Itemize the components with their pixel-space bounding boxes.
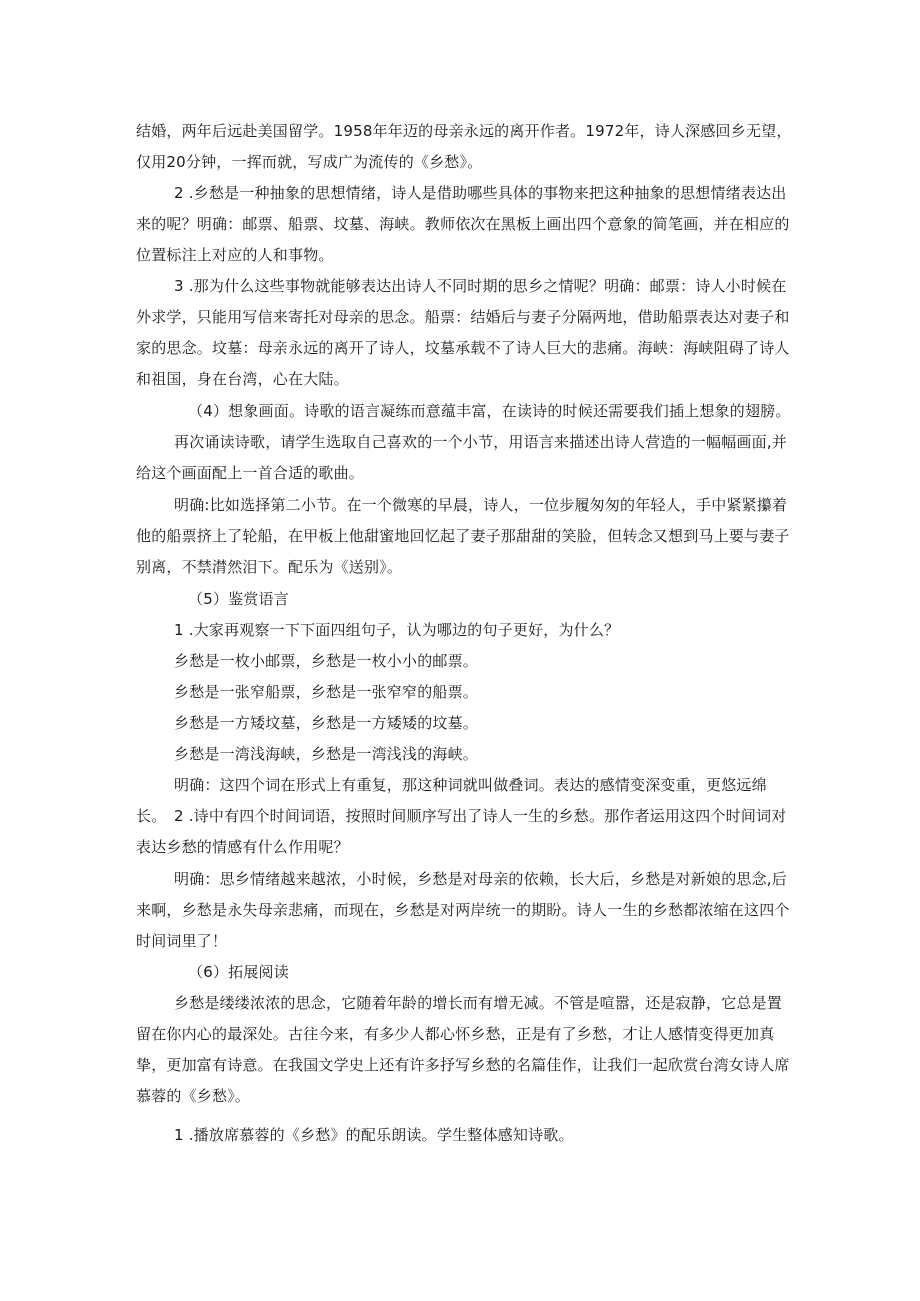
paragraph-question-3: 3 .那为什么这些事物就能够表达出诗人不同时期的思乡之情呢？明确：邮票：诗人小时候在外求学，只能用写信来寄托对母亲的思念。船票：结婚后与妻子分隔两地，借助船票表达对妻子和家的思念。坟墓：母亲永远的离开了诗人，坟墓承载不了诗人巨大的悲痛。海峡：海峡阻碍了诗人和祖国，身在台湾，心在大陆。 [136,277,790,388]
paragraph-question-2: 2 .乡愁是一种抽象的思想情绪，诗人是借助哪些具体的事物来把这种抽象的思想情绪表达出来的呢？明确：邮票、船票、坟墓、海峡。教师依次在黑板上画出四个意象的简笔画，并在相应的位置标注上对应的人和事物。 [136,184,790,264]
paragraph-author-background: 结婚，两年后远赴美国留学。1958年年迈的母亲永远的离开作者。1972年，诗人深感回乡无望，仅用20分钟，一挥而就，写成广为流传的《乡愁》。 [136,122,792,171]
section-heading-extended-reading: （6）拓展阅读 [188,963,289,981]
paragraph-question-compare: 1 .大家再观察一下下面四组句子，认为哪边的句子更好，为什么？ [174,621,620,639]
section-heading-language: （5）鉴赏语言 [188,590,289,608]
section-heading-imagine: （4）想象画面。诗歌的语言凝练而意蕴丰富，在读诗的时候还需要我们插上想象的翅膀。 [188,402,791,420]
paragraph-answer-time-words: 明确：思乡情绪越来越浓，小时候，乡愁是对母亲的依赖，长大后，乡愁是对新娘的思念,后来啊，乡愁是永失母亲悲痛，而现在，乡愁是对两岸统一的期盼。诗人一生的乡愁都浓缩在这四个时间词里了！ [136,870,790,950]
paragraph-play-recitation: 1 .播放席慕蓉的《乡愁》的配乐朗读。学生整体感知诗歌。 [174,1126,574,1144]
sentence-pair-stamp: 乡愁是一枚小邮票，乡愁是一枚小小的邮票。 [174,652,479,670]
paragraph-answer-reduplication: 明确：这四个词在形式上有重复，那这种词就叫做叠词。表达的感情变深变重，更悠远绵长。 [136,776,767,825]
sentence-pair-strait: 乡愁是一湾浅海峡，乡愁是一湾浅浅的海峡。 [174,745,479,763]
sentence-pair-grave: 乡愁是一方矮坟墓，乡愁是一方矮矮的坟墓。 [174,714,479,732]
sentence-pair-ticket: 乡愁是一张窄船票，乡愁是一张窄窄的船票。 [174,683,479,701]
paragraph-extended-reading: 乡愁是缕缕浓浓的思念，它随着年龄的增长而有增无减。不管是喧嚣，还是寂静，它总是置留在你内心的最深处。古往今来，有多少人都心怀乡愁，正是有了乡愁，才让人感情变得更加真挚，更加富有诗意。在我国文学史上还有许多抒写乡愁的名篇佳作，让我们一起欣赏台湾女诗人席慕蓉的《乡愁》。 [136,994,790,1105]
paragraph-question-time-words: 2 .诗中有四个时间词语，按照时间顺序写出了诗人一生的乡愁。那作者运用这四个时间词对表达乡愁的情感有什么作用呢？ [136,807,787,856]
paragraph-recite-again: 再次诵读诗歌，请学生选取自己喜欢的一个小节，用语言来描述出诗人营造的一幅幅画面,并给这个画面配上一首合适的歌曲。 [136,433,787,482]
paragraph-answer-example: 明确:比如选择第二小节。在一个微寒的早晨，诗人，一位步履匆匆的年轻人，手中紧紧攥着他的船票挤上了轮船，在甲板上他甜蜜地回忆起了妻子那甜甜的笑脸，但转念又想到马上要与妻子别离，不禁潸然泪下。配乐为《送别》。 [136,496,790,576]
